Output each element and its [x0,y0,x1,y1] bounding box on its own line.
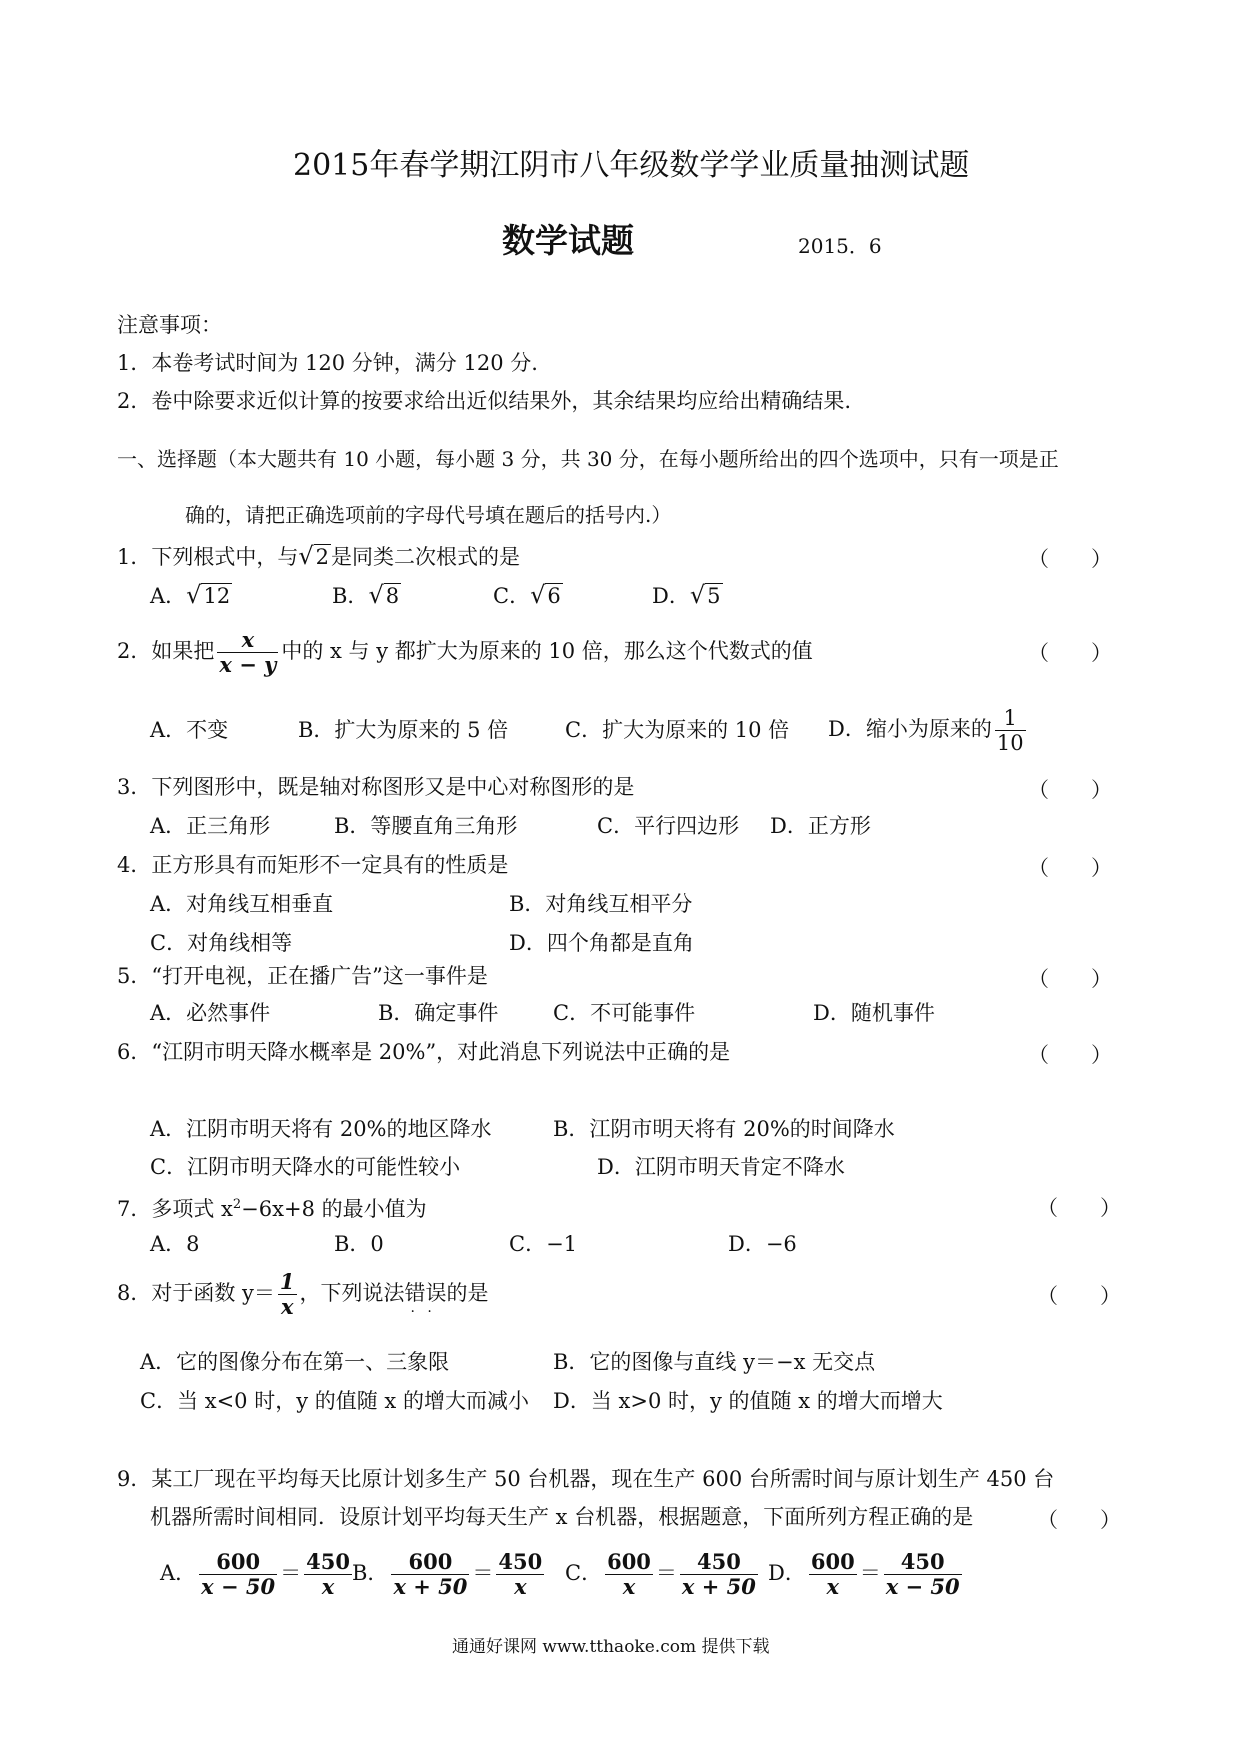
page-subtitle: 数学试题 [502,221,634,260]
answer-paren-1: （ ） [1028,547,1112,571]
q1-option-c: C．√6 [493,581,561,609]
q7-option-a: A．8 [150,1232,200,1256]
q9-option-c: C． $\frac{600}{x}$ ＝ $\frac{450}{x + 50}$ [565,1549,756,1599]
question-8-stem: 8．对于函数 y＝ $\frac{1}{x}$ ，下列说法错误 · ·的是 [117,1270,489,1319]
answer-paren-2: （ ） [1028,641,1112,665]
fraction: $\frac{1}{x}$ [279,1269,295,1319]
answer-paren-4: （ ） [1028,856,1112,880]
sqrt-expression: √2 [298,542,330,570]
q3-option-c: C．平行四边形 [597,814,740,838]
q6-option-b: B．江阴市明天将有 20%的时间降水 [553,1117,895,1141]
question-5-stem: 5．“打开电视，正在播广告”这一事件是 [117,964,488,988]
q8-option-b: B．它的图像与直线 y＝−x 无交点 [553,1350,876,1374]
exam-date: 2015．6 [798,234,882,258]
q6-option-d: D．江阴市明天肯定不降水 [597,1155,845,1179]
emphasis-text: 错误 · · [405,1281,447,1305]
q7-option-b: B．0 [334,1232,384,1256]
q8-option-a: A．它的图像分布在第一、三象限 [140,1350,450,1374]
fraction: $\frac{x}{x - y}$ [219,627,277,677]
q3-option-d: D．正方形 [770,814,871,838]
answer-paren-8: （ ） [1037,1284,1121,1308]
question-6-stem: 6．“江阴市明天降水概率是 20%”，对此消息下列说法中正确的是 [117,1040,731,1064]
page-footer: 通通好课网 www.tthaoke.com 提供下载 [452,1637,770,1657]
q9-option-b: B． $\frac{600}{x + 50}$ ＝ $\frac{450}{x}$ [352,1549,543,1599]
notes-heading: 注意事项： [117,313,222,337]
q5-option-d: D．随机事件 [813,1001,935,1025]
q1-option-d: D．√5 [652,581,721,609]
q4-option-c: C．对角线相等 [150,931,293,955]
q5-option-a: A．必然事件 [150,1001,271,1025]
question-4-stem: 4．正方形具有而矩形不一定具有的性质是 [117,853,509,877]
q9-option-d: D． $\frac{600}{x}$ ＝ $\frac{450}{x - 50}$ [768,1549,960,1599]
q7-option-c: C．−1 [509,1232,578,1256]
q3-option-b: B．等腰直角三角形 [334,814,518,838]
question-9-stem: 9．某工厂现在平均每天比原计划多生产 50 台机器，现在生产 600 台所需时间与原计划生产 450 台 [117,1467,1055,1491]
q6-option-c: C．江阴市明天降水的可能性较小 [150,1155,461,1179]
answer-paren-7: （ ） [1037,1196,1121,1220]
answer-paren-6: （ ） [1028,1043,1112,1067]
q2-option-c: C．扩大为原来的 10 倍 [565,718,790,742]
question-2-stem: 2．如果把 $\frac{x}{x - y}$ 中的 x 与 y 都扩大为原来的 10 倍，那么这个代数式的值 [117,627,813,677]
question-3-stem: 3．下列图形中，既是轴对称图形又是中心对称图形的是 [117,775,635,799]
q2-option-a: A．不变 [150,718,229,742]
question-9-stem-cont: 机器所需时间相同．设原计划平均每天生产 x 台机器，根据题意，下面所列方程正确的是 [150,1505,974,1529]
answer-paren-9: （ ） [1037,1508,1121,1532]
q1-option-a: A．√12 [150,581,231,609]
q2-option-b: B．扩大为原来的 5 倍 [298,718,509,742]
fraction: $\frac{1}{10}$ [996,706,1024,755]
q5-option-b: B．确定事件 [378,1001,499,1025]
q3-option-a: A．正三角形 [150,814,271,838]
q7-option-d: D．−6 [728,1232,797,1256]
q4-option-d: D．四个角都是直角 [509,931,694,955]
q2-option-d: D．缩小为原来的 $\frac{1}{10}$ [828,706,1024,755]
answer-paren-3: （ ） [1028,778,1112,802]
answer-paren-5: （ ） [1028,967,1112,991]
note-item-2: 2．卷中除要求近似计算的按要求给出近似结果外，其余结果均应给出精确结果. [117,389,852,413]
q9-option-a: A． $\frac{600}{x - 50}$ ＝ $\frac{450}{x}$ [160,1549,350,1599]
q8-option-c: C．当 x<0 时，y 的值随 x 的增大而减小 [140,1389,529,1413]
page-title: 2015年春学期江阴市八年级数学学业质量抽测试题 [293,148,970,183]
q8-option-d: D．当 x>0 时，y 的值随 x 的增大而增大 [553,1389,943,1413]
q5-option-c: C．不可能事件 [553,1001,696,1025]
q1-option-b: B．√8 [332,581,400,609]
q6-option-a: A．江阴市明天将有 20%的地区降水 [150,1117,492,1141]
q4-option-b: B．对角线互相平分 [509,892,693,916]
question-1-stem: 1．下列根式中，与√2是同类二次根式的是 [117,542,521,570]
q4-option-a: A．对角线互相垂直 [150,892,334,916]
question-7-stem: 7．多项式 $x^2-6x+8$ 的最小值为 [117,1197,427,1221]
section-heading-cont: 确的，请把正确选项前的字母代号填在题后的括号内.） [185,503,672,527]
section-heading: 一、选择题（本大题共有 10 小题，每小题 3 分，共 30 分，在每小题所给出的四个选项中，只有一项是正 [117,447,1059,471]
note-item-1: 1．本卷考试时间为 120 分钟，满分 120 分. [117,351,538,375]
